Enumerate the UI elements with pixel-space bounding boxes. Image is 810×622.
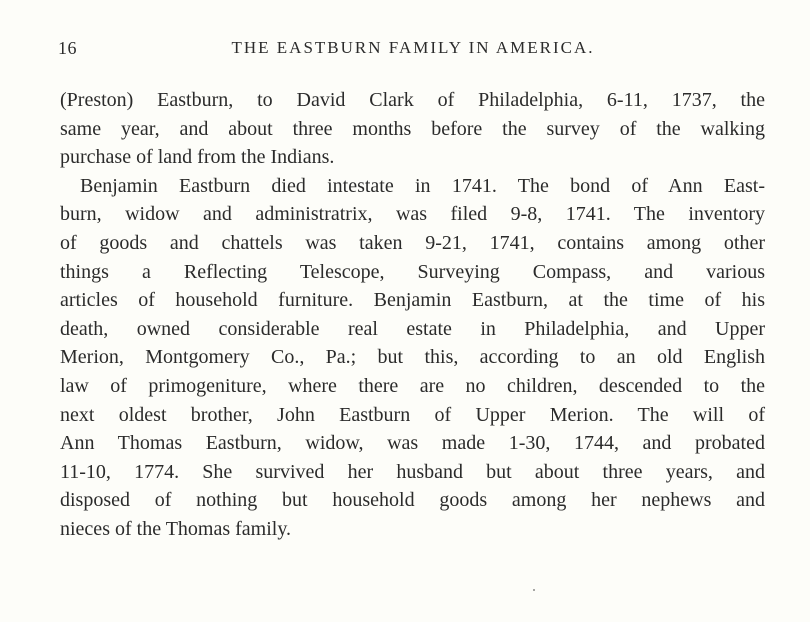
paper-speck <box>533 589 535 591</box>
text-line: law of primogeniture, where there are no children, descended to the <box>60 374 765 397</box>
text-line: same year, and about three months before the survey of the walking <box>60 117 765 140</box>
text-line: Benjamin Eastburn died intestate in 1741. The bond of Ann East- <box>80 174 765 197</box>
text-line: nieces of the Thomas family. <box>60 517 292 540</box>
text-line: next oldest brother, John Eastburn of Upper Merion. The will of <box>60 403 765 426</box>
text-line: disposed of nothing but household goods among her nephews and <box>60 489 765 512</box>
text-line: burn, widow and administratrix, was filed 9-8, 1741. The inventory <box>60 203 765 226</box>
text-line: Ann Thomas Eastburn, widow, was made 1-30, 1744, and probated <box>60 432 765 455</box>
body-text <box>60 86 765 544</box>
running-head <box>58 38 768 62</box>
text-line: (Preston) Eastburn, to David Clark of Philadelphia, 6-11, 1737, the <box>60 89 765 111</box>
running-title: THE EASTBURN FAMILY IN AMERICA. <box>231 38 595 57</box>
text-line: 11-10, 1774. She survived her husband but about three years, and <box>60 460 765 483</box>
text-line: purchase of land from the Indians. <box>60 146 335 169</box>
text-line: articles of household furniture. Benjamin Eastburn, at the time of his <box>60 289 765 312</box>
text-line: death, owned considerable real estate in Philadelphia, and Upper <box>60 317 765 340</box>
text-line: things a Reflecting Telescope, Surveying Compass, and various <box>60 260 765 283</box>
text-line: Merion, Montgomery Co., Pa.; but this, according to an old English <box>60 346 765 369</box>
text-line: of goods and chattels was taken 9-21, 1741, contains among other <box>60 231 765 254</box>
page-number: 16 <box>58 38 77 58</box>
